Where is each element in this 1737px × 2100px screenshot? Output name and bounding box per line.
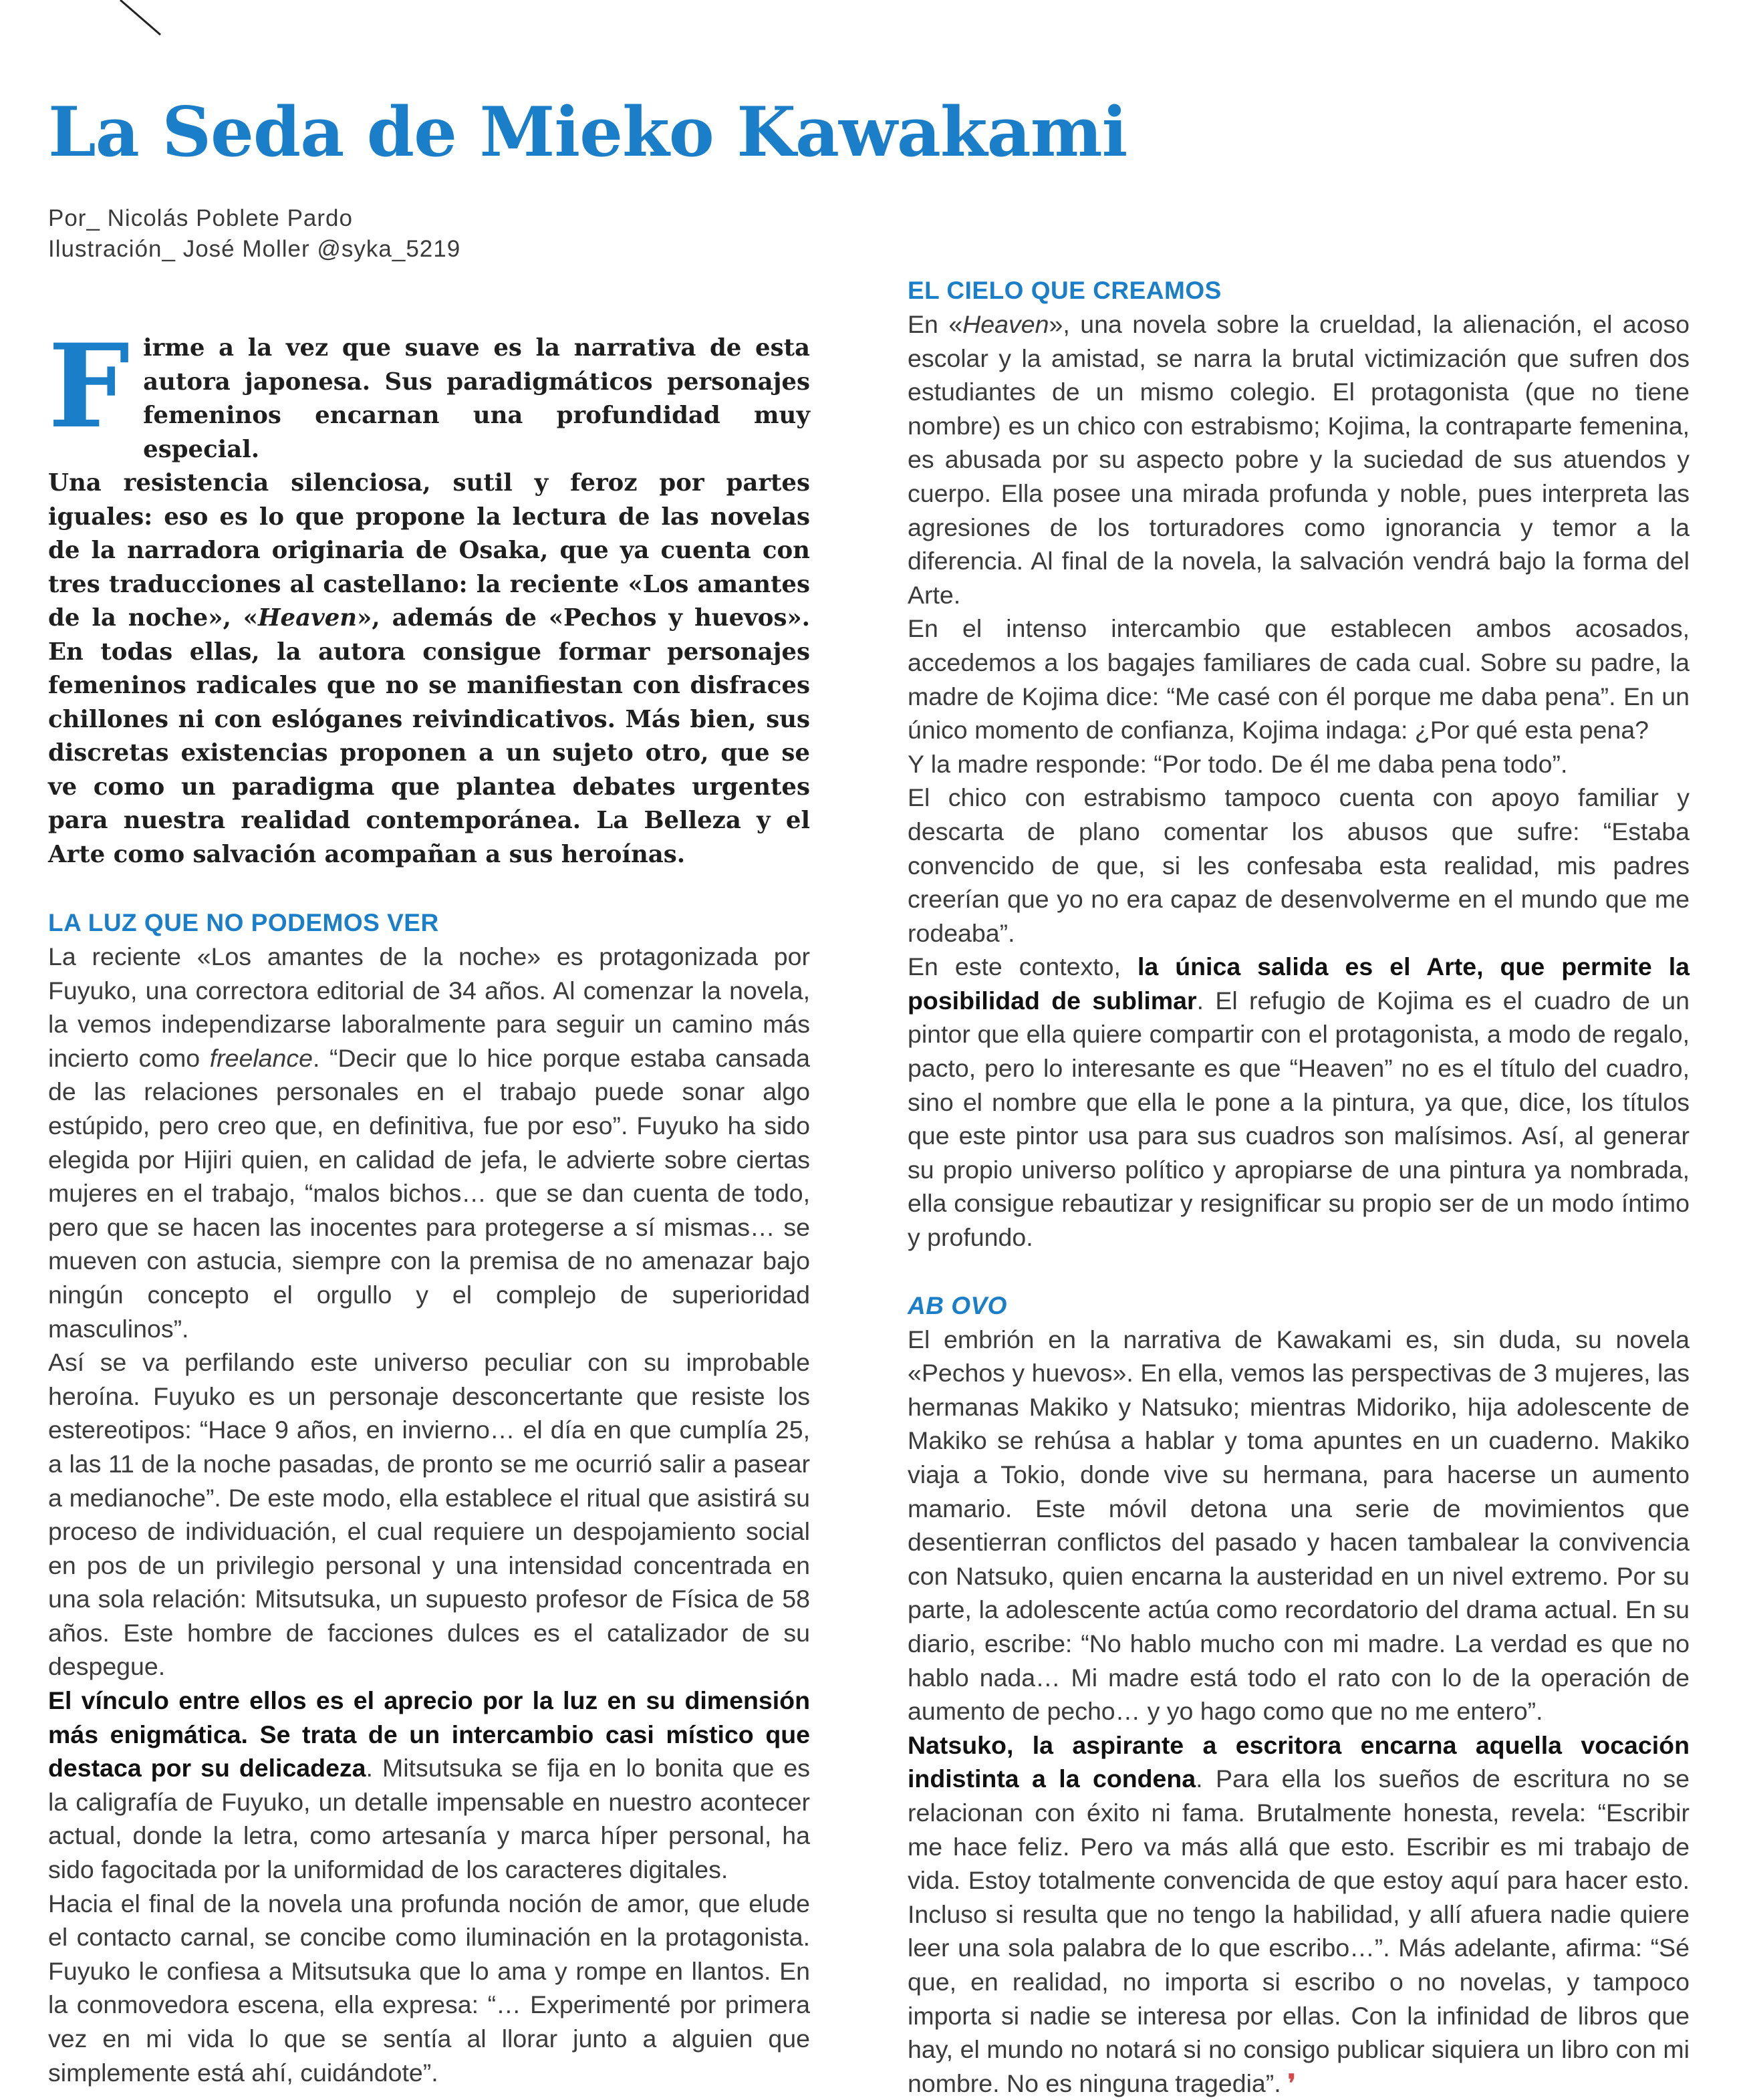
section-luz bbox=[48, 906, 810, 2089]
byline: Por_ Nicolás Poblete Pardo bbox=[48, 205, 353, 231]
paragraph: Y la madre responde: “Por todo. De él me daba pena todo”. bbox=[908, 749, 1568, 778]
paragraph bbox=[908, 950, 1690, 1254]
left-column bbox=[48, 318, 811, 2089]
paragraph bbox=[48, 1684, 810, 1887]
text: . Para ella los sueños de escritura no se relacionan con éxito ni fama. Brutalmente honesta, revela: “Escribir me hace feliz. Pero va más allá que esto. Escribir es mi trabajo de vida. Estoy totalmente convencida de que estoy aquí para hacer esto. Incluso si resulta que no tengo la habilidad, y allí afuera nadie quiere leer una sola palabra de lo que escribo…”. Más adelante, afirma: “Sé que, en realidad, no importa si escribo o no novelas, y tampoco importa si nadie se interesa por ellas. Con la infinidad de libros que hay, el mundo no notará si no consigo publicar siquiera un libro con mi nombre. No es ninguna tragedia”. bbox=[908, 1764, 1690, 2097]
section-heading-luz: LA LUZ QUE NO PODEMOS VER bbox=[48, 909, 439, 936]
paragraph bbox=[48, 940, 810, 1345]
paragraph: Así se va perfilando este universo peculiar con su improbable heroína. Fuyuko es un personaje desconcertante que resiste los estereotipos: “Hace 9 años, en invierno… el día en que cumplía 25, a las 11 de la noche pasadas, de pronto se me ocurrió salir a pasear a medianoche”. De este modo, ella establece el ritual que asistirá su proceso de individuación, el cual requiere un despojamiento social en pos de un privilegio personal y una intensidad concentrada en una sola relación: Mitsutsuka, un supuesto profesor de Física de 58 años. Este hombre de facciones dulces es el catalizador de su despegue. bbox=[48, 1348, 810, 1681]
intro-text-2: », además de «Pechos y huevos». En todas ellas, la autora consigue formar personajes femeninos radicales que no se manifiestan con disfraces chillones ni con eslóganes reivindicativos. Más bien, sus discretas existencias proponen a un sujeto otro, que se ve como un paradigma que plantea debates urgentes para nuestra realidad contemporánea. La Belleza y el Arte como salvación acompañan a sus heroínas. bbox=[48, 604, 810, 868]
text: . “Decir que lo hice porque estaba cansada de las relaciones personales en el trabajo puede sonar algo estúpido, pero creo que, en definitiva, fue por eso”. Fuyuko ha sido elegida por Hijiri quien, en calidad de jefa, le advierte sobre ciertas mujeres en el trabajo, “malos bichos… que se dan cuenta de todo, pero que se hacen las inocentes para protegerse a sí mismas… se mueven con astucia, siempre con la premisa de no amenazar bajo ningún concepto el orgullo y el complejo de superioridad masculinos”. bbox=[48, 1043, 810, 1343]
intro bbox=[48, 318, 810, 872]
section-heading-ab-ovo: AB OVO bbox=[908, 1291, 1007, 1319]
intro-paragraph bbox=[48, 467, 810, 872]
illustration-credit: Ilustración_ José Moller @syka_5219 bbox=[48, 236, 461, 262]
corner-decoration bbox=[0, 0, 174, 40]
intro-text-1: Una resistencia silenciosa, sutil y feroz por partes iguales: eso es lo que propone la lectura de las novelas de la narradora originaria de Osaka, que ya cuenta con tres traducciones al castellano: la reciente «Los amantes de la noche», « bbox=[48, 469, 810, 632]
paragraph bbox=[908, 307, 1690, 612]
section-heading-cielo: EL CIELO QUE CREAMOS bbox=[908, 277, 1222, 304]
paragraph: Hacia el final de la novela una profunda noción de amor, que elude el contacto carnal, se concibe como iluminación en la protagonista. Fuyuko le confiesa a Mitsutsuka que lo ama y rompe en llantos. En la conmovedora escena, ella expresa: “… Experimenté por primera vez en mi vida lo que se sentía al llorar junto a alguien que simplemente está ahí, cuidándote”. bbox=[48, 1889, 810, 2087]
bold-text: Natsuko, la aspirante a escritora encarna aquella vocación indistinta a la condena bbox=[908, 1730, 1690, 1793]
paragraph: En el intenso intercambio que establecen ambos acosados, accedemos a los bagajes familiares de cada cual. Sobre su padre, la madre de Kojima dice: “Me casé con él porque me daba pena”. En un único momento de confianza, Kojima indaga: ¿Por qué esta pena? bbox=[908, 614, 1690, 745]
drop-cap: F bbox=[48, 318, 130, 454]
text: En « bbox=[908, 310, 963, 338]
text: La reciente «Los amantes de la noche» es protagonizada por Fuyuko, una correctora editorial de 34 años. Al comenzar la novela, la vemos independizarse laboralmente para seguir un camino más incierto como bbox=[48, 942, 810, 1072]
paragraph: El embrión en la narrativa de Kawakami es, sin duda, su novela «Pechos y huevos». En ella, vemos las perspectivas de 3 mujeres, las hermanas Makiko y Natsuko; mientras Midoriko, hija adolescente de Makiko se rehúsa a hablar y toma apuntes en un cuaderno. Makiko viaja a Tokio, donde vive su hermana, para hacerse un aumento mamario. Este móvil detona una serie de movimientos que desentierran conflictos del pasado y hacen tambalear la convivencia con Natsuko, quien encarna la austeridad en un nivel extremo. Por su parte, la adolescente actúa como recordatorio del drama actual. En su diario, escribe: “No hablo mucho con mi madre. La verdad es que no hablo nada… Mi madre está todo el rato con lo de la operación de aumento de pecho… y yo hago como que no me entero”. bbox=[908, 1325, 1690, 1726]
section-ab-ovo bbox=[908, 1289, 1690, 2100]
right-column bbox=[908, 274, 1690, 2100]
italic-text: Heaven bbox=[962, 310, 1049, 338]
text: . Mitsutsuka se fija en lo bonita que es la caligrafía de Fuyuko, un detalle impensable en nuestro acontecer actual, donde la letra, como artesanía y marca híper personal, ha sido fagocitada por la uniformidad de los caracteres digitales. bbox=[48, 1754, 811, 1884]
end-mark-icon: ❜ bbox=[1287, 2069, 1296, 2097]
bold-text: El vínculo entre ellos es el aprecio por la luz en su dimensión más enigmática. Se trata de un intercambio casi místico que destaca por su delicadeza bbox=[48, 1686, 810, 1783]
text: . El refugio de Kojima es el cuadro de un pintor que ella quiere compartir con el protagonista, a modo de regalo, pacto, pero lo interesante es que “Heaven” no es el título del cuadro, sino el nombre que ella le pone a la pintura, ya que, dice, los títulos que este pintor usa para sus cuadros son malísimos. Así, al generar su propio universo político y apropiarse de una pintura ya nombrada, ella consigue rebautizar y resignificar su propio ser de un modo íntimo y profundo. bbox=[908, 986, 1690, 1252]
credits bbox=[48, 203, 460, 265]
text: En este contexto, bbox=[908, 952, 1138, 981]
italic-text: freelance bbox=[209, 1043, 313, 1072]
bold-text: la única salida es el Arte, que permite la posibilidad de sublimar bbox=[908, 952, 1690, 1015]
intro-italic-title: Heaven bbox=[257, 604, 358, 632]
text: », una novela sobre la crueldad, la alienación, el acoso escolar y la amistad, se narra la brutal victimización que sufren dos estudiantes de un mismo colegio. El protagonista (que no tiene nombre) es un chico con estrabismo; Kojima, la contraparte femenina, es abusada por su aspecto pobre y la suciedad de sus atuendos y cuerpo. Ella posee una mirada profunda y noble, pues interpreta las agresiones de los torturadores como ignorancia y temor a la diferencia. Al final de la novela, la salvación vendrá bajo la forma del Arte. bbox=[908, 310, 1690, 609]
paragraph bbox=[908, 1728, 1690, 2100]
intro-lead: irme a la vez que suave es la narrativa de esta autora japonesa. Sus paradigmáticos personajes femeninos encarnan una profundidad muy especial. bbox=[143, 334, 810, 463]
article-title: La Seda de Mieko Kawakami bbox=[48, 92, 1127, 172]
section-cielo bbox=[908, 274, 1690, 1255]
paragraph: El chico con estrabismo tampoco cuenta con apoyo familiar y descarta de plano comentar los abusos que sufre: “Estaba convencido de que, si les confesaba esta realidad, mis padres creerían que yo no era capaz de desenvolverme en el mundo que me rodeaba”. bbox=[908, 783, 1690, 947]
